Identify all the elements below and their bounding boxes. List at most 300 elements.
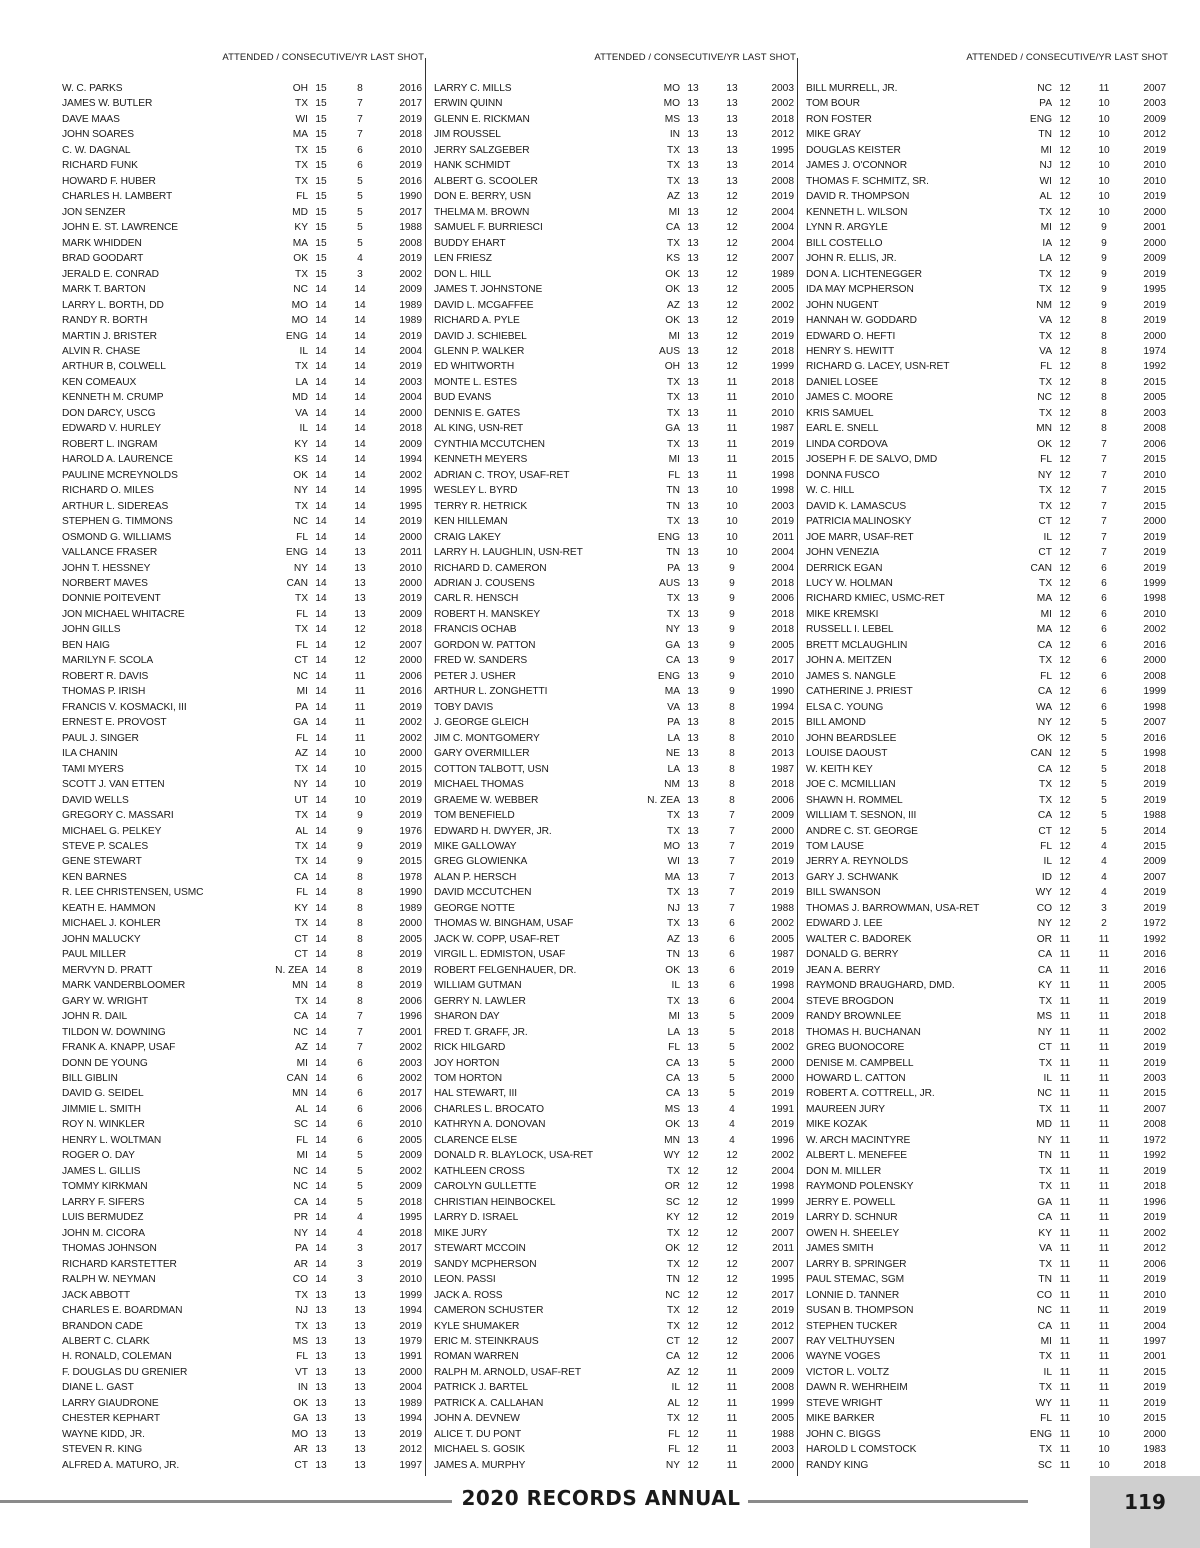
years-attended: 12 xyxy=(1059,779,1071,791)
state: TX xyxy=(294,160,308,172)
years-attended: 14 xyxy=(315,902,327,914)
years-attended: 13 xyxy=(687,206,699,218)
state: MI xyxy=(1040,608,1052,620)
years-attended: 13 xyxy=(687,639,699,651)
column-header: ATTENDED / CONSECUTIVE/YR LAST SHOT xyxy=(222,52,424,63)
state: TX xyxy=(666,392,680,404)
state: TX xyxy=(294,810,308,822)
shooter-name: C. W. DAGNAL xyxy=(62,144,131,156)
shooter-name: HAL STEWART, III xyxy=(434,1088,517,1100)
record-row xyxy=(434,854,796,869)
last-year-shot: 2008 xyxy=(1143,670,1166,682)
record-row xyxy=(806,251,1168,266)
last-year-shot: 2008 xyxy=(771,175,794,187)
shooter-name: MICHAEL J. KOHLER xyxy=(62,918,161,930)
consecutive-years: 7 xyxy=(1101,454,1107,466)
consecutive-years: 12 xyxy=(726,268,738,280)
shooter-name: DIANE L. GAST xyxy=(62,1382,134,1394)
state: IL xyxy=(299,423,308,435)
state: NC xyxy=(293,670,308,682)
years-attended: 14 xyxy=(315,330,327,342)
years-attended: 14 xyxy=(315,1073,327,1084)
consecutive-years: 11 xyxy=(1098,1305,1110,1317)
consecutive-years: 13 xyxy=(354,593,366,605)
last-year-shot: 2009 xyxy=(399,1150,422,1162)
shooter-name: KEN HILLEMAN xyxy=(434,516,508,528)
last-year-shot: 2016 xyxy=(399,175,422,187)
consecutive-years: 8 xyxy=(357,83,363,94)
record-row xyxy=(434,189,796,204)
record-row xyxy=(806,1179,1168,1194)
state: NE xyxy=(665,748,680,760)
consecutive-years: 12 xyxy=(726,1181,738,1193)
shooter-name: GREG BUONOCORE xyxy=(806,1042,905,1054)
shooter-name: LONNIE D. TANNER xyxy=(806,1289,900,1301)
years-attended: 13 xyxy=(687,83,699,94)
state: VA xyxy=(1039,1243,1052,1255)
shooter-name: THOMAS F. SCHMITZ, SR. xyxy=(806,175,929,187)
consecutive-years: 5 xyxy=(357,222,363,234)
years-attended: 11 xyxy=(1059,1011,1071,1023)
record-row xyxy=(806,530,1168,545)
last-year-shot: 2002 xyxy=(399,1165,422,1177)
shooter-name: EDWARD H. DWYER, JR. xyxy=(434,825,552,837)
years-attended: 12 xyxy=(1059,500,1071,512)
state: TX xyxy=(294,840,308,852)
last-year-shot: 2019 xyxy=(1143,1382,1166,1394)
record-row xyxy=(806,561,1168,576)
state: IN xyxy=(297,1382,308,1394)
consecutive-years: 14 xyxy=(354,516,366,528)
record-row xyxy=(434,669,796,684)
last-year-shot: 1991 xyxy=(771,1103,794,1115)
consecutive-years: 13 xyxy=(726,113,738,125)
consecutive-years: 12 xyxy=(726,1227,738,1239)
last-year-shot: 2010 xyxy=(1143,175,1166,187)
consecutive-years: 4 xyxy=(1101,856,1107,868)
years-attended: 12 xyxy=(687,1382,699,1394)
shooter-name: ARTHUR L. ZONGHETTI xyxy=(434,686,548,698)
last-year-shot: 2000 xyxy=(399,918,422,930)
years-attended: 14 xyxy=(315,1196,327,1208)
record-row xyxy=(806,390,1168,405)
shooter-name: CHARLES H. LAMBERT xyxy=(62,191,173,203)
record-row xyxy=(62,220,424,235)
state: CT xyxy=(294,933,308,945)
years-attended: 12 xyxy=(687,1397,699,1409)
shooter-name: PAULINE MCREYNOLDS xyxy=(62,469,178,481)
last-year-shot: 2019 xyxy=(1143,562,1166,574)
consecutive-years: 9 xyxy=(1101,222,1107,234)
consecutive-years: 5 xyxy=(729,1073,735,1084)
record-row xyxy=(62,1102,424,1117)
consecutive-years: 4 xyxy=(729,1119,735,1131)
last-year-shot: 2019 xyxy=(399,794,422,806)
state: MA xyxy=(1036,593,1052,605)
consecutive-years: 12 xyxy=(726,1320,738,1332)
years-attended: 12 xyxy=(687,1165,699,1177)
consecutive-years: 8 xyxy=(357,995,363,1007)
state: VA xyxy=(667,701,680,713)
record-row xyxy=(434,746,796,761)
years-attended: 14 xyxy=(315,578,327,589)
years-attended: 13 xyxy=(687,345,699,357)
shooter-name: SANDY MCPHERSON xyxy=(434,1258,537,1270)
last-year-shot: 2011 xyxy=(772,1243,794,1255)
years-attended: 11 xyxy=(1059,1459,1071,1471)
shooter-name: F. DOUGLAS DU GRENIER xyxy=(62,1366,188,1378)
shooter-name: FRANCIS V. KOSMACKI, III xyxy=(62,701,187,713)
record-row xyxy=(62,1303,424,1318)
consecutive-years: 8 xyxy=(1101,376,1107,388)
last-year-shot: 2019 xyxy=(771,964,794,976)
shooter-name: THELMA M. BROWN xyxy=(434,206,530,218)
consecutive-years: 10 xyxy=(726,547,738,559)
state: NY xyxy=(1037,717,1052,729)
years-attended: 11 xyxy=(1059,933,1071,945)
last-year-shot: 2000 xyxy=(1143,1428,1166,1440)
consecutive-years: 5 xyxy=(1101,825,1107,837)
consecutive-years: 14 xyxy=(354,361,366,373)
years-attended: 12 xyxy=(1059,191,1071,203)
consecutive-years: 13 xyxy=(354,1305,366,1317)
record-row xyxy=(434,839,796,854)
shooter-name: JACK W. COPP, USAF-RET xyxy=(434,933,560,945)
years-attended: 13 xyxy=(687,253,699,265)
state: CA xyxy=(1037,763,1052,775)
years-attended: 14 xyxy=(315,562,327,574)
last-year-shot: 2005 xyxy=(399,1134,422,1146)
state: CA xyxy=(665,222,680,234)
state: LA xyxy=(667,732,680,744)
consecutive-years: 5 xyxy=(1101,779,1107,791)
state: CA xyxy=(665,1088,680,1100)
record-row xyxy=(62,483,424,498)
shooter-name: JOHN R. DAIL xyxy=(62,1011,128,1023)
consecutive-years: 5 xyxy=(357,1150,363,1162)
last-year-shot: 1978 xyxy=(399,871,422,883)
consecutive-years: 5 xyxy=(357,1181,363,1193)
years-attended: 14 xyxy=(315,825,327,837)
state: OH xyxy=(292,83,308,94)
years-attended: 12 xyxy=(1059,531,1071,543)
state: TN xyxy=(1038,1150,1052,1162)
record-row xyxy=(434,437,796,452)
shooter-name: MARK T. BARTON xyxy=(62,284,146,296)
years-attended: 12 xyxy=(1059,578,1071,589)
shooter-name: DAVID MCCUTCHEN xyxy=(434,887,532,899)
shooter-name: KENNETH L. WILSON xyxy=(806,206,908,218)
consecutive-years: 6 xyxy=(357,144,363,156)
years-attended: 13 xyxy=(687,1134,699,1146)
state: OK xyxy=(665,1119,680,1131)
years-attended: 12 xyxy=(1059,624,1071,636)
state: CA xyxy=(665,1057,680,1069)
record-row xyxy=(806,715,1168,730)
last-year-shot: 2017 xyxy=(771,1289,794,1301)
last-year-shot: 2003 xyxy=(399,1057,422,1069)
consecutive-years: 13 xyxy=(354,1366,366,1378)
years-attended: 12 xyxy=(1059,206,1071,218)
record-row xyxy=(434,1319,796,1334)
consecutive-years: 12 xyxy=(726,315,738,327)
last-year-shot: 2005 xyxy=(1143,392,1166,404)
consecutive-years: 14 xyxy=(354,454,366,466)
state: NJ xyxy=(1039,160,1052,172)
last-year-shot: 1987 xyxy=(771,763,794,775)
shooter-name: HAROLD L COMSTOCK xyxy=(806,1444,917,1456)
shooter-name: PAUL J. SINGER xyxy=(62,732,139,744)
last-year-shot: 2014 xyxy=(771,160,794,172)
last-year-shot: 2007 xyxy=(771,1335,794,1347)
record-row xyxy=(62,638,424,653)
consecutive-years: 11 xyxy=(1098,1243,1110,1255)
record-row xyxy=(434,1349,796,1364)
record-row xyxy=(62,870,424,885)
shooter-name: RICHARD FUNK xyxy=(62,160,138,172)
record-row xyxy=(62,684,424,699)
state: OK xyxy=(293,469,308,481)
years-attended: 15 xyxy=(315,175,327,187)
consecutive-years: 10 xyxy=(1098,98,1110,110)
years-attended: 14 xyxy=(315,717,327,729)
consecutive-years: 12 xyxy=(726,1351,738,1363)
consecutive-years: 13 xyxy=(726,144,738,156)
consecutive-years: 10 xyxy=(354,794,366,806)
shooter-name: GERRY N. LAWLER xyxy=(434,995,526,1007)
consecutive-years: 8 xyxy=(729,701,735,713)
state: OK xyxy=(665,268,680,280)
consecutive-years: 4 xyxy=(357,253,363,265)
years-attended: 14 xyxy=(315,701,327,713)
last-year-shot: 2017 xyxy=(771,655,794,667)
last-year-shot: 2018 xyxy=(771,624,794,636)
last-year-shot: 2018 xyxy=(771,376,794,388)
last-year-shot: 2010 xyxy=(399,1119,422,1131)
years-attended: 12 xyxy=(1059,98,1071,110)
years-attended: 15 xyxy=(315,83,327,94)
last-year-shot: 2010 xyxy=(399,562,422,574)
shooter-name: DANIEL LOSEE xyxy=(806,376,879,388)
state: N. ZEA xyxy=(647,794,680,806)
years-attended: 14 xyxy=(315,1134,327,1146)
consecutive-years: 9 xyxy=(1101,253,1107,265)
record-row xyxy=(62,746,424,761)
state: IA xyxy=(1042,237,1052,249)
consecutive-years: 7 xyxy=(729,840,735,852)
state: MI xyxy=(668,454,680,466)
record-row xyxy=(806,669,1168,684)
state: CO xyxy=(1036,1289,1052,1301)
consecutive-years: 11 xyxy=(1098,1212,1110,1224)
consecutive-years: 9 xyxy=(357,810,363,822)
last-year-shot: 2007 xyxy=(771,1258,794,1270)
shooter-name: GEORGE NOTTE xyxy=(434,902,515,914)
record-row xyxy=(806,1071,1168,1086)
state: TX xyxy=(1038,1382,1052,1394)
last-year-shot: 1999 xyxy=(1143,578,1166,589)
consecutive-years: 7 xyxy=(729,902,735,914)
consecutive-years: 10 xyxy=(354,779,366,791)
consecutive-years: 6 xyxy=(357,1134,363,1146)
consecutive-years: 11 xyxy=(1098,1274,1110,1286)
state: IL xyxy=(1043,1073,1052,1084)
shooter-name: PATRICK A. CALLAHAN xyxy=(434,1397,544,1409)
record-row xyxy=(434,1396,796,1411)
consecutive-years: 10 xyxy=(726,516,738,528)
years-attended: 15 xyxy=(315,144,327,156)
record-row xyxy=(62,313,424,328)
last-year-shot: 2007 xyxy=(771,1227,794,1239)
consecutive-years: 7 xyxy=(729,825,735,837)
years-attended: 11 xyxy=(1059,1382,1071,1394)
state: TX xyxy=(294,624,308,636)
last-year-shot: 2004 xyxy=(771,237,794,249)
shooter-name: MARILYN F. SCOLA xyxy=(62,655,154,667)
shooter-name: SCOTT J. VAN ETTEN xyxy=(62,779,165,791)
record-row xyxy=(62,1056,424,1071)
shooter-name: OWEN H. SHEELEY xyxy=(806,1227,900,1239)
last-year-shot: 2019 xyxy=(771,1305,794,1317)
record-row xyxy=(806,483,1168,498)
last-year-shot: 2000 xyxy=(399,748,422,760)
years-attended: 14 xyxy=(315,1165,327,1177)
state: TX xyxy=(294,856,308,868)
state: TN xyxy=(666,949,680,961)
last-year-shot: 1998 xyxy=(771,980,794,992)
years-attended: 12 xyxy=(687,1258,699,1270)
shooter-name: DON L. HILL xyxy=(434,268,492,280)
years-attended: 11 xyxy=(1059,1305,1071,1317)
state: FL xyxy=(296,531,308,543)
record-row xyxy=(62,406,424,421)
years-attended: 12 xyxy=(1059,438,1071,450)
last-year-shot: 2003 xyxy=(771,500,794,512)
shooter-name: DAVID WELLS xyxy=(62,794,129,806)
state: MA xyxy=(664,871,680,883)
record-row xyxy=(62,793,424,808)
record-row xyxy=(434,885,796,900)
years-attended: 13 xyxy=(687,392,699,404)
years-attended: 12 xyxy=(1059,608,1071,620)
years-attended: 14 xyxy=(315,1150,327,1162)
last-year-shot: 1987 xyxy=(771,949,794,961)
shooter-name: PATRICIA MALINOSKY xyxy=(806,516,912,528)
state: NM xyxy=(664,779,680,791)
consecutive-years: 14 xyxy=(354,299,366,311)
years-attended: 14 xyxy=(315,299,327,311)
shooter-name: ILA CHANIN xyxy=(62,748,118,760)
consecutive-years: 7 xyxy=(1101,531,1107,543)
last-year-shot: 2000 xyxy=(1143,330,1166,342)
consecutive-years: 12 xyxy=(726,1243,738,1255)
last-year-shot: 2019 xyxy=(399,980,422,992)
consecutive-years: 8 xyxy=(357,964,363,976)
shooter-name: JOHN E. ST. LAWRENCE xyxy=(62,222,178,234)
state: TX xyxy=(294,98,308,110)
years-attended: 13 xyxy=(687,500,699,512)
consecutive-years: 6 xyxy=(357,1103,363,1115)
last-year-shot: 1990 xyxy=(399,887,422,899)
years-attended: 13 xyxy=(687,578,699,589)
shooter-name: STEVE WRIGHT xyxy=(806,1397,883,1409)
last-year-shot: 1989 xyxy=(399,902,422,914)
state: NC xyxy=(293,1026,308,1038)
state: LA xyxy=(295,376,308,388)
years-attended: 14 xyxy=(315,1042,327,1054)
record-row xyxy=(806,1427,1168,1442)
consecutive-years: 6 xyxy=(729,964,735,976)
years-attended: 14 xyxy=(315,810,327,822)
shooter-name: EDWARD V. HURLEY xyxy=(62,423,161,435)
last-year-shot: 2019 xyxy=(1143,1165,1166,1177)
record-row xyxy=(806,112,1168,127)
state: MI xyxy=(668,330,680,342)
shooter-name: WAYNE KIDD, JR. xyxy=(62,1428,145,1440)
shooter-name: GLENN P. WALKER xyxy=(434,345,525,357)
state: KY xyxy=(294,438,308,450)
record-row xyxy=(806,1164,1168,1179)
consecutive-years: 8 xyxy=(1101,423,1107,435)
last-year-shot: 2013 xyxy=(771,871,794,883)
shooter-name: DAVID K. LAMASCUS xyxy=(806,500,907,512)
years-attended: 13 xyxy=(315,1320,327,1332)
last-year-shot: 2019 xyxy=(771,856,794,868)
state: CAN xyxy=(286,578,308,589)
consecutive-years: 11 xyxy=(726,392,738,404)
consecutive-years: 11 xyxy=(354,686,366,698)
state: MA xyxy=(664,686,680,698)
record-row xyxy=(434,1365,796,1380)
consecutive-years: 9 xyxy=(729,562,735,574)
shooter-name: JAMES L. GILLIS xyxy=(62,1165,141,1177)
years-attended: 12 xyxy=(1059,268,1071,280)
consecutive-years: 4 xyxy=(729,1103,735,1115)
consecutive-years: 12 xyxy=(726,361,738,373)
years-attended: 11 xyxy=(1059,1119,1071,1131)
years-attended: 13 xyxy=(687,361,699,373)
years-attended: 11 xyxy=(1059,1243,1071,1255)
record-row xyxy=(434,793,796,808)
years-attended: 13 xyxy=(687,438,699,450)
state: NY xyxy=(665,624,680,636)
years-attended: 12 xyxy=(1059,918,1071,930)
consecutive-years: 11 xyxy=(726,376,738,388)
record-row xyxy=(434,96,796,111)
last-year-shot: 2002 xyxy=(399,1073,422,1084)
shooter-name: FRANK A. KNAPP, USAF xyxy=(62,1042,176,1054)
state: TX xyxy=(294,1289,308,1301)
record-row xyxy=(806,854,1168,869)
last-year-shot: 1976 xyxy=(399,825,422,837)
record-row xyxy=(62,344,424,359)
shooter-name: BEN HAIG xyxy=(62,639,110,651)
shooter-name: ERIC M. STEINKRAUS xyxy=(434,1335,539,1347)
consecutive-years: 8 xyxy=(1101,407,1107,419)
record-row xyxy=(434,715,796,730)
shooter-name: MARK VANDERBLOOMER xyxy=(62,980,186,992)
consecutive-years: 11 xyxy=(726,1382,738,1394)
shooter-name: BILL MURRELL, JR. xyxy=(806,83,898,94)
consecutive-years: 11 xyxy=(1098,1057,1110,1069)
consecutive-years: 11 xyxy=(726,1428,738,1440)
state: TX xyxy=(666,995,680,1007)
state: AL xyxy=(667,1397,680,1409)
consecutive-years: 9 xyxy=(729,608,735,620)
last-year-shot: 2007 xyxy=(771,253,794,265)
shooter-name: ROY N. WINKLER xyxy=(62,1119,145,1131)
shooter-name: GRAEME W. WEBBER xyxy=(434,794,539,806)
